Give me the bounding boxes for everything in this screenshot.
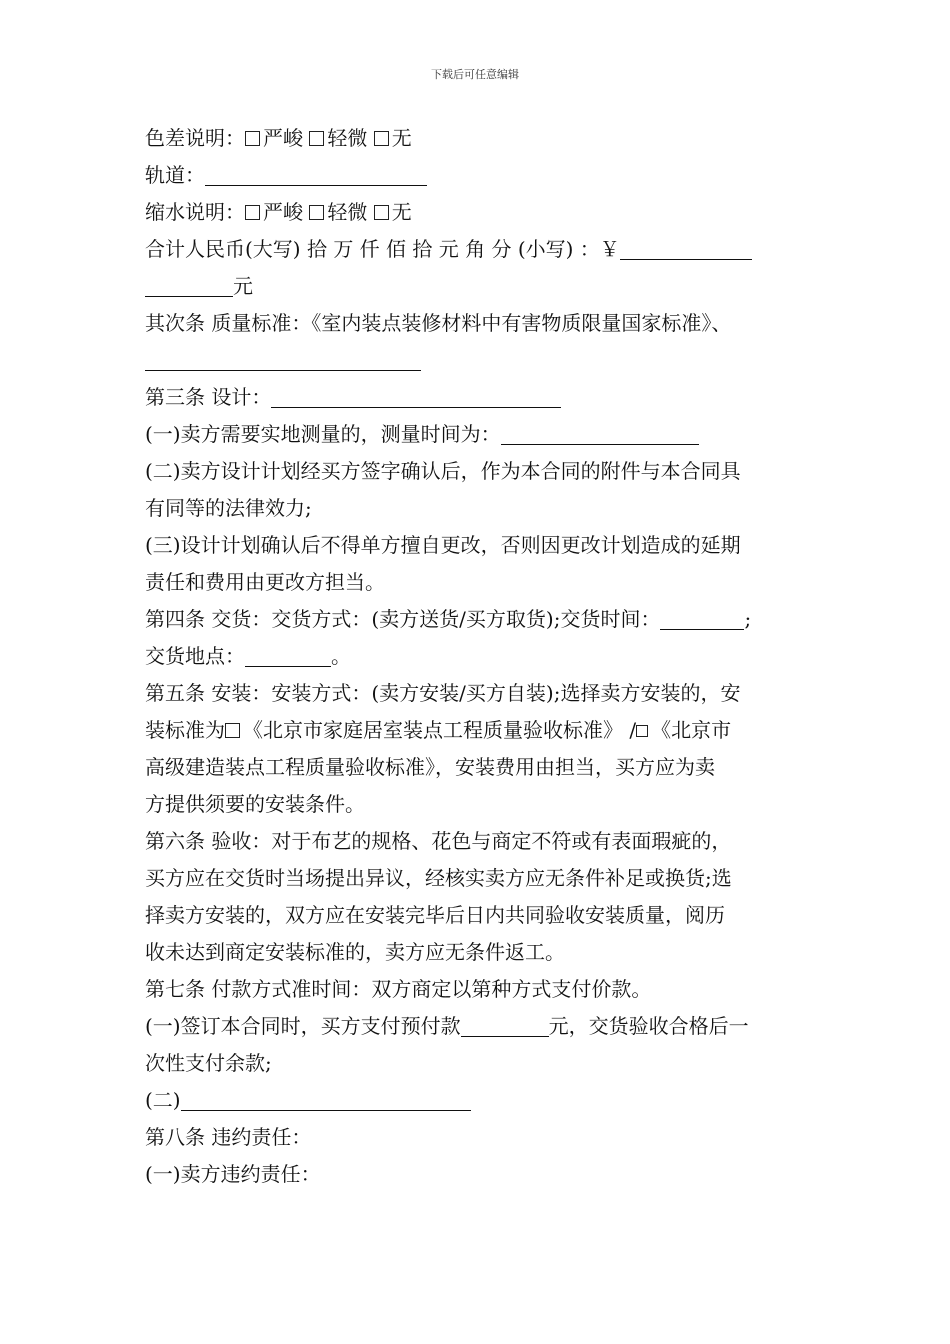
clause-6-line (145, 823, 815, 860)
clause-2-blank-line (145, 342, 815, 379)
standard-2-text: 《北京市 (651, 718, 732, 742)
install-standard-text-3: 方提供须要的安装条件。 (145, 792, 365, 816)
seller-liability-line (145, 1156, 815, 1193)
prepay-line (145, 1008, 815, 1045)
clause-3-text: 第三条 设计： (145, 385, 272, 409)
checkbox-standard-2[interactable] (636, 725, 648, 737)
checkbox-slight[interactable] (309, 131, 324, 146)
clause-7-text: 第七条 付款方式准时间：双方商定以第种方式支付价款。 (145, 977, 652, 1001)
install-standard-line (145, 712, 815, 749)
clause-6-text-3: 择卖方安装的，双方应在安装完毕后日内共同验收安装质量，阅历 (145, 903, 725, 927)
option-none-label: 无 (391, 200, 412, 224)
install-standard-text: 装标准为 (145, 718, 225, 742)
delivery-place-blank[interactable] (245, 644, 331, 667)
checkbox-slight[interactable] (309, 205, 324, 220)
measure-line (145, 416, 815, 453)
clause-6-text-2: 买方应在交货时当场提出异议，经核实卖方应无条件补足或换货;选 (145, 866, 732, 890)
option-slight-label: 轻微 (327, 126, 368, 150)
clause-8-line (145, 1119, 815, 1156)
clause-5-text: 第五条 安装：安装方式：(卖方安装/买方自装);选择卖方安装的，安 (145, 681, 741, 705)
clause-2-line (145, 305, 815, 342)
total-line (145, 231, 815, 268)
option-severe-label: 严峻 (263, 126, 303, 150)
design-change-text-2: 责任和费用由更改方担当。 (145, 570, 385, 594)
design-change-line (145, 527, 815, 564)
delivery-place-text: 交货地点： (145, 644, 245, 668)
clause-2-text: 其次条 质量标准：《室内装点装修材料中有害物质限量国家标准》、 (145, 311, 732, 335)
delivery-time-blank[interactable] (660, 607, 744, 630)
design-change-text: (三)设计计划确认后不得单方擅自更改，否则因更改计划造成的延期 (145, 533, 741, 557)
track-line (145, 157, 815, 194)
shrink-label: 缩水说明： (145, 200, 245, 224)
color-diff-label: 色差说明： (145, 126, 245, 150)
track-blank[interactable] (205, 163, 427, 186)
seller-liability-text: (一)卖方违约责任： (145, 1162, 321, 1186)
prepay-text-3: 次性支付余款; (145, 1051, 272, 1075)
contract-body (145, 120, 815, 1193)
option-slight-label: 轻微 (327, 200, 368, 224)
install-standard-text-2: 高级建造装点工程质量验收标准》，安装费用由担当，买方应为卖 (145, 755, 715, 779)
checkbox-none[interactable] (374, 131, 389, 146)
option-severe-label: 严峻 (263, 200, 303, 224)
prepay-text: (一)签订本合同时，买方支付预付款 (145, 1014, 461, 1038)
prepay-text-2: 元，交货验收合格后一 (548, 1014, 749, 1038)
checkbox-standard-1[interactable] (225, 723, 240, 738)
prepay-blank[interactable] (461, 1014, 549, 1037)
design-plan-line-2 (145, 490, 815, 527)
checkbox-severe[interactable] (245, 131, 260, 146)
design-plan-line (145, 453, 815, 490)
clause-6-line-2 (145, 860, 815, 897)
period: 。 (331, 644, 351, 668)
payment-2-text: (二) (145, 1088, 181, 1112)
design-plan-text: (二)卖方设计计划经买方签字确认后，作为本合同的附件与本合同具 (145, 459, 741, 483)
install-standard-line-2 (145, 749, 815, 786)
design-plan-text-2: 有同等的法律效力; (145, 496, 312, 520)
clause-8-text: 第八条 违约责任： (145, 1125, 312, 1149)
option-none-label: 无 (391, 126, 412, 150)
yuan-text: 元 (233, 274, 253, 298)
page-header: 下载后可任意编辑 (431, 68, 519, 81)
clause-4-line (145, 601, 815, 638)
clause-4-text: 第四条 交货：交货方式：(卖方送货/买方取货);交货时间： (145, 607, 661, 631)
design-change-line-2 (145, 564, 815, 601)
clause-5-line (145, 675, 815, 712)
prepay-line-2 (145, 1045, 815, 1082)
measure-text: (一)卖方需要实地测量的，测量时间为： (145, 422, 501, 446)
semicolon: ; (744, 607, 752, 631)
clause-6-line-4 (145, 934, 815, 971)
design-blank[interactable] (271, 385, 561, 408)
total-amount-blank[interactable] (620, 237, 752, 260)
standard-1-text: 《北京市家庭居室装点工程质量验收标准》 / (243, 718, 637, 742)
color-diff-line (145, 120, 815, 157)
clause-6-line-3 (145, 897, 815, 934)
clause-7-line (145, 971, 815, 1008)
payment-2-blank[interactable] (181, 1088, 471, 1111)
clause-6-text: 第六条 验收：对于布艺的规格、花色与商定不符或有表面瑕疵的， (145, 829, 732, 853)
track-label: 轨道： (145, 163, 205, 187)
total-line-cont (145, 268, 815, 305)
clause-6-text-4: 收未达到商定安装标准的，卖方应无条件返工。 (145, 940, 565, 964)
standard-blank[interactable] (145, 348, 421, 371)
shrink-line (145, 194, 815, 231)
checkbox-severe[interactable] (245, 205, 260, 220)
total-text: 合计人民币(大写) 拾 万 仟 佰 拾 元 角 分 (小写) ：￥ (145, 237, 620, 261)
payment-2-line (145, 1082, 815, 1119)
measure-time-blank[interactable] (501, 422, 699, 445)
delivery-place-line (145, 638, 815, 675)
checkbox-none[interactable] (374, 205, 389, 220)
clause-3-line (145, 379, 815, 416)
total-amount-blank-2[interactable] (145, 274, 233, 297)
install-standard-line-3 (145, 786, 815, 823)
